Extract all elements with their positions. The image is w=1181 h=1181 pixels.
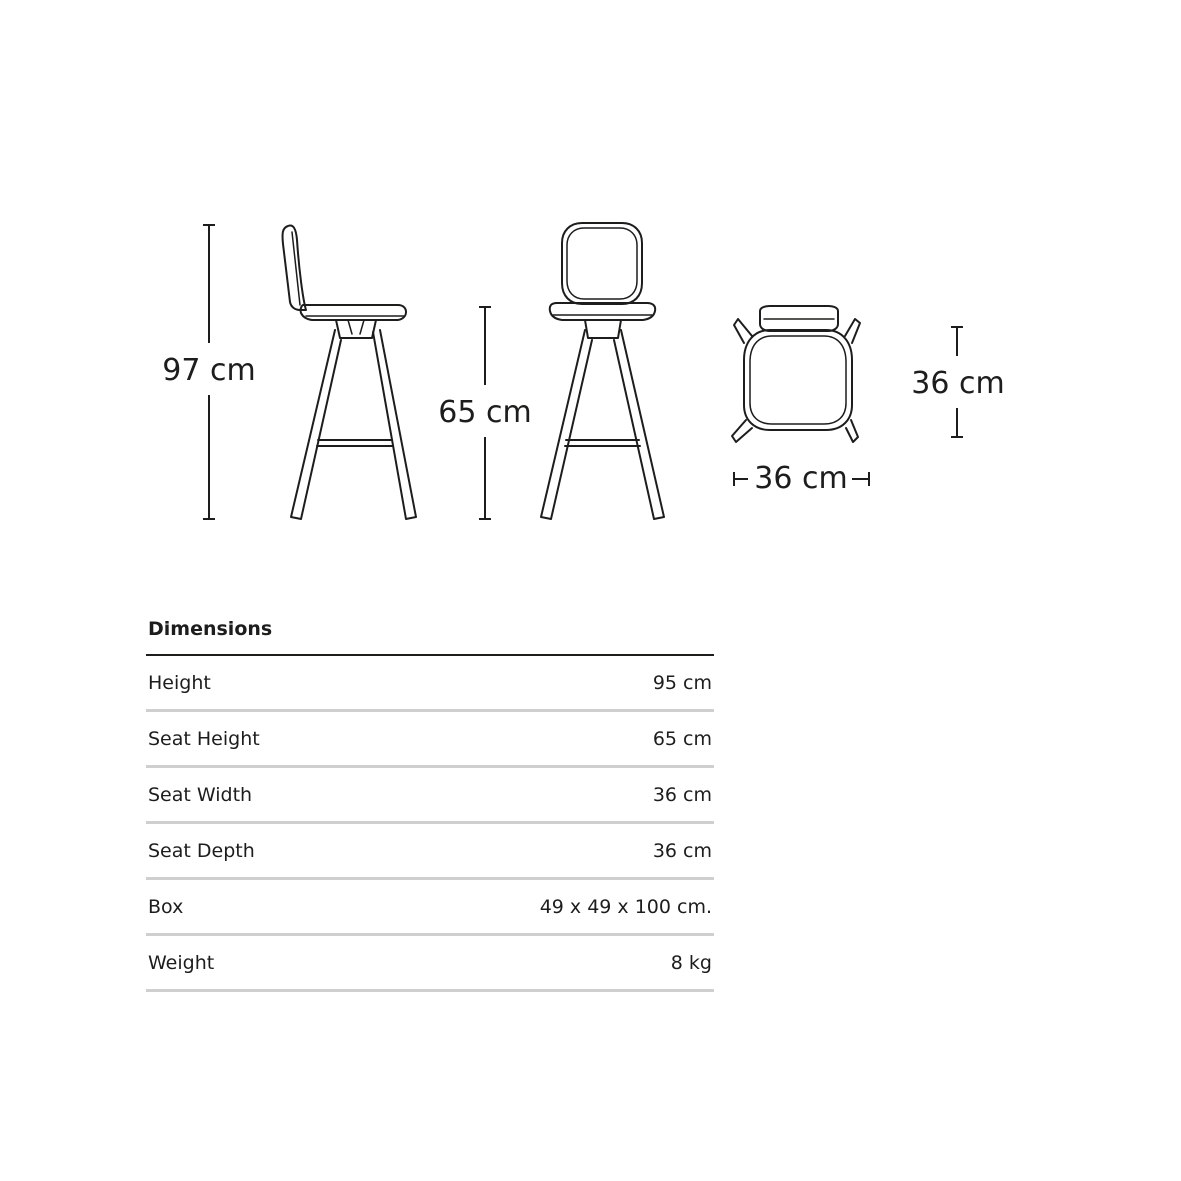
seat-height-dimension bbox=[438, 307, 531, 519]
seat-height-label: 65 cm bbox=[438, 395, 532, 430]
row-label: Seat Depth bbox=[148, 839, 255, 862]
row-label: Height bbox=[148, 671, 211, 694]
stool-front-view bbox=[541, 223, 664, 519]
seat-width-label: 36 cm bbox=[754, 461, 848, 496]
row-value: 49 x 49 x 100 cm. bbox=[539, 895, 712, 918]
dimensions-table bbox=[146, 612, 714, 992]
seat-depth-dimension bbox=[911, 327, 1004, 437]
height-label: 97 cm bbox=[162, 353, 256, 388]
row-value: 95 cm bbox=[652, 671, 712, 694]
row-label: Seat Width bbox=[148, 783, 253, 806]
table-row bbox=[146, 768, 714, 824]
seat-depth-label: 36 cm bbox=[911, 366, 1005, 401]
stool-top-view bbox=[732, 306, 860, 442]
table-row bbox=[146, 712, 714, 768]
row-label: Seat Height bbox=[148, 727, 260, 750]
row-value: 36 cm bbox=[652, 839, 712, 862]
table-row bbox=[146, 824, 714, 880]
row-value: 8 kg bbox=[670, 951, 712, 974]
table-row bbox=[146, 936, 714, 992]
table-row bbox=[146, 656, 714, 712]
height-dimension bbox=[162, 225, 255, 519]
seat-width-dimension bbox=[734, 461, 869, 496]
table-row bbox=[146, 880, 714, 936]
row-label: Box bbox=[148, 895, 184, 918]
row-value: 65 cm bbox=[652, 727, 712, 750]
row-label: Weight bbox=[148, 951, 215, 974]
row-value: 36 cm bbox=[652, 783, 712, 806]
stool-side-view bbox=[283, 226, 416, 519]
table-title: Dimensions bbox=[146, 612, 714, 656]
